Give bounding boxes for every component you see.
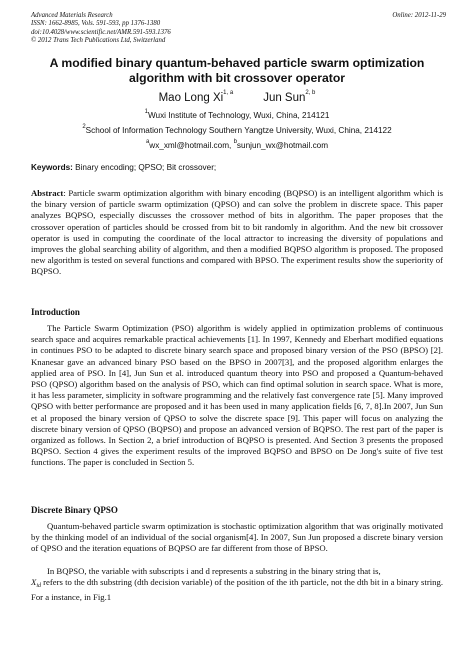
keywords <box>31 163 216 172</box>
journal-info <box>31 12 446 46</box>
abstract-label: Abstract <box>31 188 64 198</box>
affiliation-2-text: School of Information Technology Southern Yangtze University, Wuxi, China, 214122 <box>85 126 392 135</box>
paper-title <box>31 56 443 86</box>
discrete-bqpso-heading: Discrete Binary QPSO <box>31 505 118 515</box>
x-variable: X <box>31 577 37 588</box>
doi-line: doi:10.4028/www.scientific.net/AMR.591-593.1376 <box>31 28 171 36</box>
author-emails <box>31 141 443 150</box>
title-line-2: algorithm with bit crossover operator <box>128 71 346 85</box>
abstract-text: : Particle swarm optimization algorithm with binary encoding (BQPSO) is an intelligent algorithm which is the binary version of particle swarm optimization (QPSO) and can solve the problem in discrete space. This paper analyzes BQPSO, especially discusses the crossover method of bits in algorithm. The paper proposes that the crossover operation of particles should be crossed from bit to bit randomly in algorithm. And the new bit crossover operator is used in computing the coordinate of the local attractor to increasing the diversity of populations and improves the global searching ability of algorithm, and then a modified BQPSO algorithm is proposed. The proposed new algorithm is tested on several functions and compared with BPSO. The experiment results show the superiority of BQPSO. <box>31 188 443 277</box>
author-1-affil: 1, a <box>223 90 234 96</box>
author-2-affil: 2, b <box>305 90 316 96</box>
journal-header <box>31 12 446 46</box>
issn-line: ISSN: 1662-8985, Vols. 591-593, pp 1376-1380 <box>31 20 161 28</box>
online-date: Online: 2012-11-29 <box>392 12 446 19</box>
affiliation-1 <box>31 111 443 120</box>
x-variable-subscript: id <box>36 583 41 590</box>
introduction-paragraph: The Particle Swarm Optimization (PSO) algorithm is widely applied in optimization problems of continuous search space and acquires remarkable practical achievements [1]. In 1997, Kennedy and Eberhart modified equations in continues PSO to be adapted to discrete binary search space and proposed binary version of the PSO (BPSO) [2]. Knanesar gave an advanced binary PSO based on the BPSO in 2007[3], and the proposed algorithm enlarges the applied area of PSO. In [4], Jun Sun et al. introduced quantum theory into PSO and proposed a Quantum-behaved PSO (QPSO) algorithm based on the analysis of PSO, which can find optimal solution in search space. What is more, it has less parameter, simplicity in software programming and the relatively fast convergence rate [5]. Many improved QPSO with better performance are proposed and it has been used in many application fields [6, 7, 8].In 2007, Jun Sun et al proposed the binary version of QPSO to solve the discrete space [9]. This paper will focus on analyzing the discrete binary version of QPSO (BQPSO) and propose an advanced version of BQPSO. The rest part of the paper is organized as follows. In Section 2, a brief introduction of BQPSO is presented. And Section 3 presents the proposed BQPSO. Section 4 gives the experiment results of the improved BQPSO and BPSO on De Jong's suite of five test functions. The paper is concluded in Section 5. <box>31 323 443 468</box>
abstract <box>31 188 443 278</box>
author-2: Jun Sun <box>263 92 306 104</box>
keywords-label: Keywords: <box>31 163 73 172</box>
email-b: sunjun_wx@hotmail.com <box>236 141 329 150</box>
email-a: wx_xml@hotmail.com, <box>149 141 232 150</box>
author-list <box>31 92 443 104</box>
affiliation-1-marker: 1 <box>144 109 148 115</box>
affiliation-2 <box>31 126 443 135</box>
bqpso-paragraph-2-rest: refers to the dth substring (dth decision variable) of the position of the ith particle, not the dth bit in a binary string. For a instance, in Fig.1 <box>31 577 443 603</box>
affiliation-1-text: Wuxi Institute of Technology, Wuxi, China, 214121 <box>147 111 330 120</box>
copyright-line: © 2012 Trans Tech Publications Ltd, Switzerland <box>31 37 166 45</box>
title-line-1: A modified binary quantum-behaved particle swarm optimization <box>49 56 425 70</box>
author-1: Mao Long Xi <box>158 92 224 104</box>
email-b-marker: b <box>233 139 237 145</box>
email-a-marker: a <box>145 139 150 145</box>
journal-name: Advanced Materials Research <box>31 12 113 19</box>
keywords-text: Binary encoding; QPSO; Bit crossover; <box>72 163 217 172</box>
bqpso-paragraph-2 <box>31 566 443 604</box>
bqpso-paragraph-1: Quantum-behaved particle swarm optimization is stochastic optimization algorithm that was originally motivated by the thinking model of an individual of the social organism[4]. In 2007, Sun Jun proposed a discrete binary version of QPSO and the iteration equations of BQPSO are far different from those of BPSO. <box>31 521 443 554</box>
introduction-heading: Introduction <box>31 307 80 317</box>
bqpso-paragraph-2-line-1: In BQPSO, the variable with subscripts i and d represents a substring in the binary string that is, <box>47 566 381 576</box>
affiliation-2-marker: 2 <box>82 124 86 130</box>
